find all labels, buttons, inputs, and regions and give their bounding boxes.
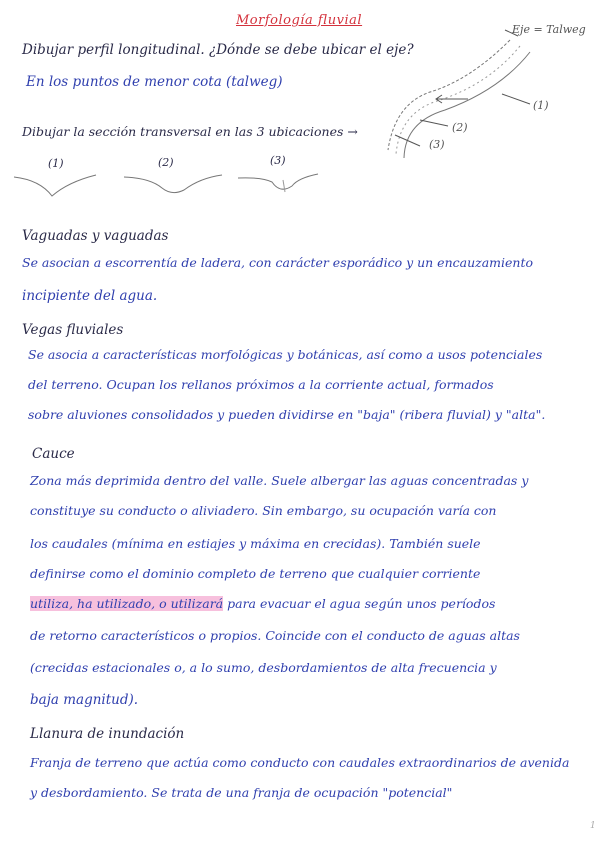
heading-vegas: Vegas fluviales xyxy=(22,322,124,338)
river-inner-bank xyxy=(404,52,530,158)
diagram-point-3: (3) xyxy=(429,138,445,151)
cauce-line-5-rest: para evacuar el agua según unos períodos xyxy=(227,596,496,611)
eje-label: Eje = Talweg xyxy=(512,23,586,36)
llanura-line-1: Franja de terreno que actúa como conducto con caudales extraordinarios de avenida xyxy=(30,755,570,770)
cauce-line-3: los caudales (mínima en estiajes y máxima en crecidas). También suele xyxy=(30,536,481,551)
section-label-2: (2) xyxy=(158,156,174,169)
cauce-line-7: (crecidas estacionales o, a lo sumo, desbordamientos de alta frecuencia y xyxy=(30,660,497,675)
leader-1 xyxy=(502,94,530,104)
cross-section-3 xyxy=(238,174,318,189)
river-talweg-line xyxy=(396,46,520,154)
cross-section-2 xyxy=(124,175,222,193)
heading-cauce: Cauce xyxy=(32,446,75,462)
cross-section-3-axis xyxy=(283,180,285,192)
river-outer-bank xyxy=(388,40,510,150)
section-label-3: (3) xyxy=(270,154,286,167)
cross-section-1 xyxy=(14,175,96,196)
page-title: Morfología fluvial xyxy=(236,13,363,28)
diagram-point-1: (1) xyxy=(533,99,549,112)
heading-vaguadas: Vaguadas y vaguadas xyxy=(22,228,169,244)
cauce-line-1: Zona más deprimida dentro del valle. Suele albergar las aguas concentradas y xyxy=(30,473,529,488)
page-number: 1 xyxy=(590,821,596,831)
answer-profile: En los puntos de menor cota (talweg) xyxy=(26,74,283,90)
leader-2 xyxy=(420,120,448,126)
cauce-line-8: baja magnitud). xyxy=(30,692,139,708)
heading-llanura: Llanura de inundación xyxy=(30,726,185,742)
question-profile: Dibujar perfil longitudinal. ¿Dónde se debe ubicar el eje? xyxy=(22,42,414,58)
cauce-line-2: constituye su conducto o aliviadero. Sin embargo, su ocupación varía con xyxy=(30,503,497,518)
question-sections: Dibujar la sección transversal en las 3 ubicaciones → xyxy=(22,124,358,139)
vegas-line-3: sobre aluviones consolidados y pueden dividirse en "baja" (ribera fluvial) y "alta". xyxy=(28,407,546,422)
cauce-line-6: de retorno característicos o propios. Coincide con el conducto de aguas altas xyxy=(30,628,520,643)
llanura-line-2: y desbordamiento. Se trata de una franja de ocupación "potencial" xyxy=(30,785,453,800)
diagram-point-2: (2) xyxy=(452,121,468,134)
section-label-1: (1) xyxy=(48,157,64,170)
leader-3 xyxy=(395,135,420,146)
cauce-line-4: definirse como el dominio completo de terreno que cualquier corriente xyxy=(30,566,481,581)
vegas-line-2: del terreno. Ocupan los rellanos próximos a la corriente actual, formados xyxy=(28,377,494,392)
vegas-line-1: Se asocia a características morfológicas y botánicas, así como a usos potenciales xyxy=(28,347,543,362)
vaguadas-line-1: Se asocian a escorrentía de ladera, con carácter esporádico y un encauzamiento xyxy=(22,255,534,270)
highlighted-text: utiliza, ha utilizado, o utilizará xyxy=(30,596,224,611)
cauce-line-5 xyxy=(30,598,495,611)
vaguadas-line-2: incipiente del agua. xyxy=(22,288,158,304)
